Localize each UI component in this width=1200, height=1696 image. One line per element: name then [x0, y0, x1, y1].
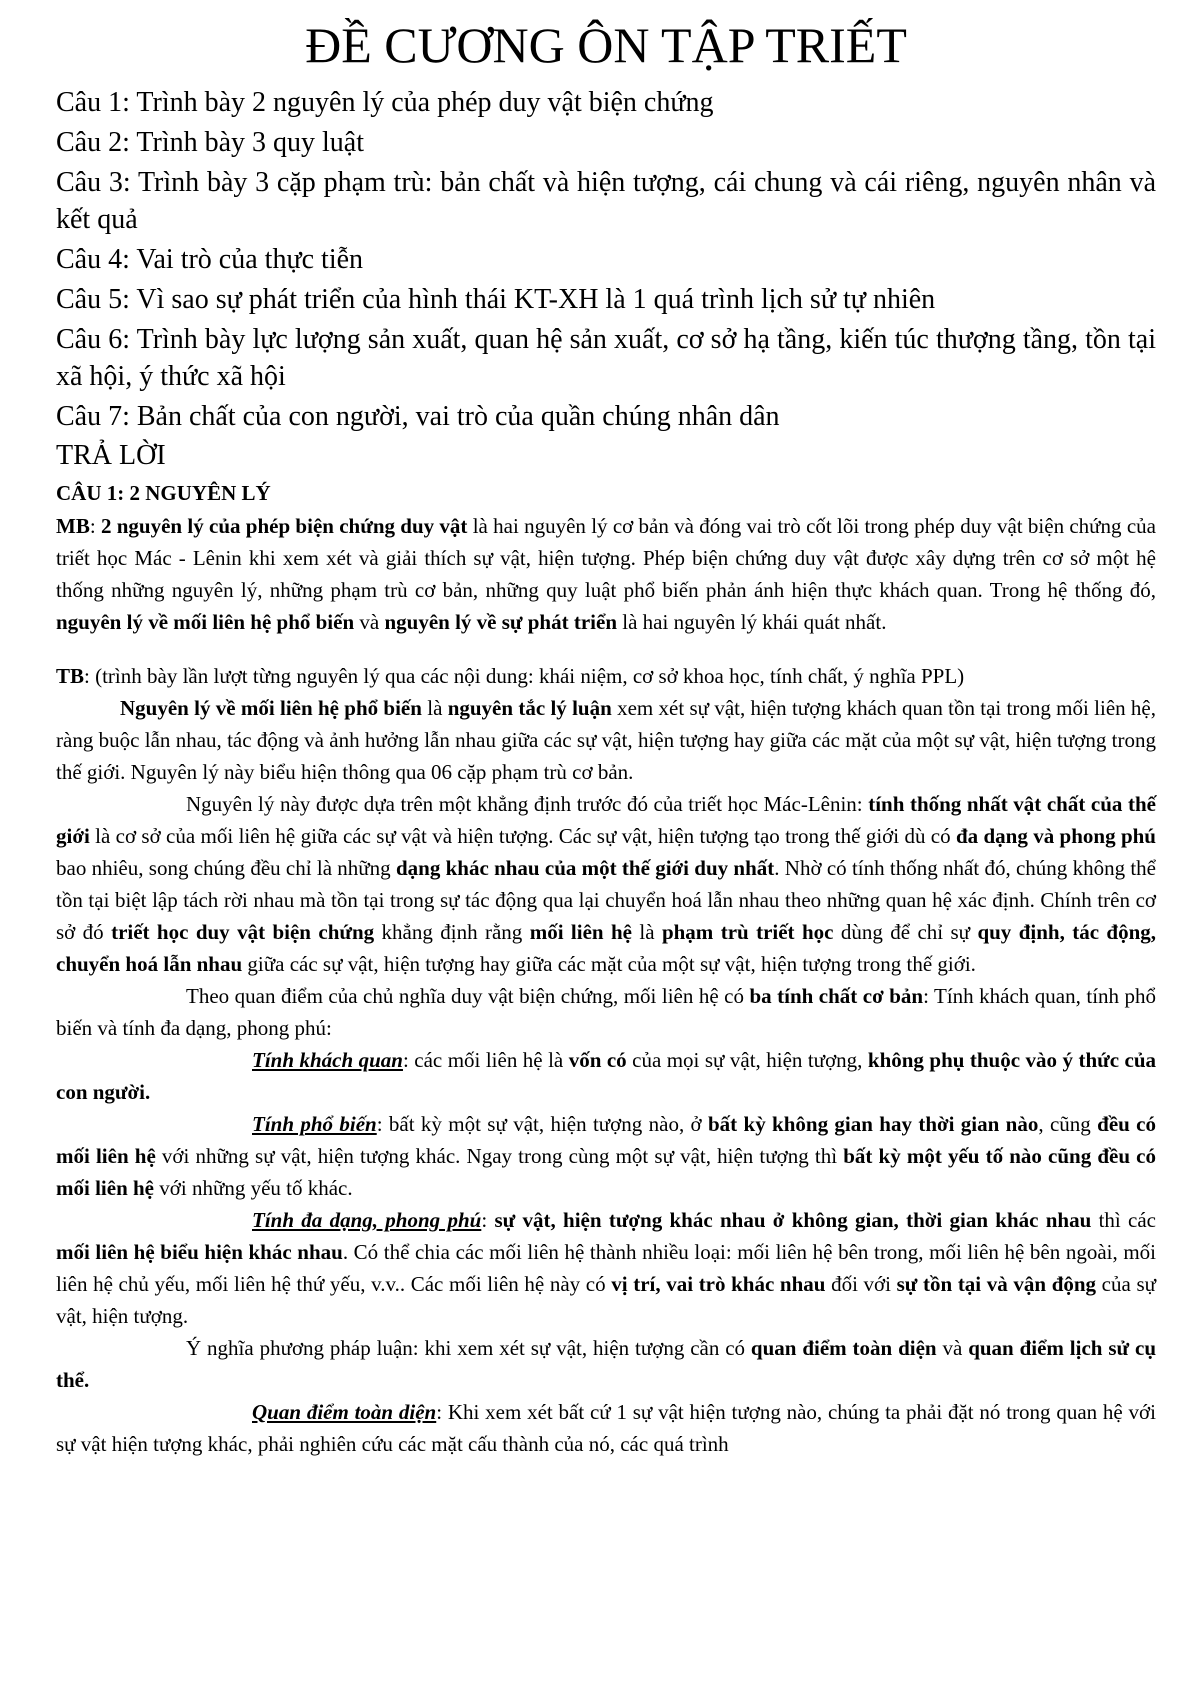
bold-run: phạm trù triết học — [661, 920, 834, 944]
text-run: . Có thể chia các mối liên hệ thành nhiều loại: mối liên hệ bên trong, mối liên hệ bên ngoài, mối liên hệ chủ yếu, mối liên hệ thứ yếu, v.v.. Các mối liên hệ này có — [56, 1240, 1156, 1296]
bold-run: quan điểm lịch sử cụ thể. — [56, 1336, 1156, 1392]
text-run: : bất kỳ một sự vật, hiện tượng nào, ở — [376, 1112, 708, 1136]
text-run: xem xét sự vật, hiện tượng khách quan tồn tại trong mối liên hệ, ràng buộc lẫn nhau, tác động và ảnh hưởng lẫn nhau giữa các sự vật, hiện tượng hay giữa các mặt của một sự vật, hiện tượng trong thế giới. Nguyên lý này biểu hiện thông qua 06 cặp phạm trù cơ bản. — [56, 696, 1157, 784]
mb-label: MB — [56, 514, 90, 538]
question-item: Câu 2: Trình bày 3 quy luật — [56, 127, 365, 158]
bold-run: đa dạng và phong phú — [955, 824, 1156, 848]
text-run: Ý nghĩa phương pháp luận: khi xem xét sự vật, hiện tượng cần có — [186, 1336, 751, 1360]
question-item: Câu 4: Vai trò của thực tiễn — [56, 244, 364, 275]
bold-run: nguyên tắc lý luận — [447, 696, 612, 720]
bold-run: 2 nguyên lý của phép biện chứng duy vật — [100, 514, 468, 538]
question-item: Câu 6: Trình bày lực lượng sản xuất, quan hệ sản xuất, cơ sở hạ tầng, kiến túc thượng tầng, tồn tại xã hội, ý thức xã hội — [56, 324, 1156, 392]
bold-run: nguyên lý về sự phát triển — [384, 610, 618, 634]
text-run: là — [632, 920, 662, 944]
underlined-term: Tính phổ biến — [252, 1112, 377, 1136]
methodology-paragraph — [56, 1332, 1156, 1396]
bold-run: đều có mối liên hệ — [56, 1112, 1156, 1168]
question-item: Câu 3: Trình bày 3 cặp phạm trù: bản chất và hiện tượng, cái chung và cái riêng, nguyên nhân và kết quả — [56, 167, 1156, 235]
scientific-basis-paragraph — [56, 788, 1156, 980]
text-run: đối với — [825, 1272, 897, 1296]
bold-run: không phụ thuộc vào ý thức của con người. — [56, 1048, 1157, 1104]
underlined-term: Tính đa dạng, phong phú — [252, 1208, 482, 1232]
section-heading: CÂU 1: 2 NGUYÊN LÝ — [56, 481, 271, 505]
text-run: giữa các sự vật, hiện tượng hay giữa các mặt của một sự vật, hiện tượng trong thế giới. — [242, 952, 976, 976]
bold-run: ba tính chất cơ bản — [749, 984, 924, 1008]
text-run: . Nhờ có tính thống nhất đó, chúng không thể tồn tại biệt lập tách rời nhau mà tồn tại trong sự tác động qua lại chuyển hoá lẫn nhau theo những quan hệ xác định. Chính trên cơ sở đó — [56, 856, 1157, 944]
tb-paragraph — [56, 660, 1156, 692]
section-body — [56, 510, 1156, 1460]
answer-heading: TRẢ LỜI — [56, 440, 166, 471]
text-run: và — [354, 610, 385, 634]
tb-label: TB — [56, 664, 85, 688]
mb-paragraph — [56, 510, 1156, 638]
bold-run: dạng khác nhau của một thế giới duy nhất — [395, 856, 775, 880]
objectivity-paragraph — [56, 1044, 1156, 1108]
text-run: của sự vật, hiện tượng. — [56, 1272, 1157, 1328]
bold-run: quan điểm toàn diện — [750, 1336, 937, 1360]
text-run: Nguyên lý này được dựa trên một khẳng định trước đó của triết học Mác-Lênin: — [186, 792, 869, 816]
bold-run: mối liên hệ biểu hiện khác nhau — [56, 1240, 343, 1264]
text-run: của mọi sự vật, hiện tượng, — [626, 1048, 868, 1072]
text-run: với những sự vật, hiện tượng khác. Ngay trong cùng một sự vật, hiện tượng thì — [155, 1144, 844, 1168]
text-run: : (trình bày lần lượt từng nguyên lý qua các nội dung: khái niệm, cơ sở khoa học, tính chất, ý nghĩa PPL) — [84, 664, 965, 688]
bold-run: quy định, tác động, chuyển hoá lẫn nhau — [56, 920, 1157, 976]
text-run: bao nhiêu, song chúng đều chỉ là những — [56, 856, 396, 880]
question-item: Câu 5: Vì sao sự phát triển của hình thái KT-XH là 1 quá trình lịch sử tự nhiên — [56, 284, 936, 315]
question-list — [56, 84, 1156, 435]
text-run: : — [481, 1208, 495, 1232]
bold-run: tính thống nhất vật chất của thế giới — [56, 792, 1156, 848]
principle-definition-paragraph — [56, 692, 1156, 788]
properties-intro-paragraph — [56, 980, 1156, 1044]
bold-run: sự tồn tại và vận động — [896, 1272, 1097, 1296]
universality-paragraph — [56, 1108, 1156, 1204]
underlined-term: Tính khách quan — [252, 1048, 403, 1072]
bold-run: vốn có — [568, 1048, 627, 1072]
comprehensive-view-paragraph — [56, 1396, 1156, 1460]
text-run: là cơ sở của mối liên hệ giữa các sự vật và hiện tượng. Các sự vật, hiện tượng tạo trong thế giới dù có — [89, 824, 956, 848]
text-run: dùng để chỉ sự — [833, 920, 978, 944]
text-run: là — [421, 696, 448, 720]
bold-run: Nguyên lý về mối liên hệ phổ biến — [120, 696, 422, 720]
text-run: : các mối liên hệ là — [402, 1048, 569, 1072]
text-run: là hai nguyên lý cơ bản và đóng vai trò cốt lõi trong phép duy vật biện chứng của triết học Mác - Lênin khi xem xét và giải thích sự vật, hiện tượng. Phép biện chứng duy vật được xây dựng trên cơ sở một hệ thống những nguyên lý, những phạm trù cơ bản, những quy luật phổ biến phản ánh hiện thực khách quan. Trong hệ thống đó, — [56, 514, 1156, 602]
text-run: là hai nguyên lý khái quát nhất. — [617, 610, 887, 634]
question-item: Câu 7: Bản chất của con người, vai trò của quần chúng nhân dân — [56, 401, 780, 432]
bold-run: bất kỳ một yếu tố nào cũng đều có mối liên hệ — [56, 1144, 1156, 1200]
bold-run: nguyên lý về mối liên hệ phổ biến — [56, 610, 355, 634]
diversity-paragraph — [56, 1204, 1156, 1332]
underlined-term: Quan điểm toàn diện — [252, 1400, 437, 1424]
text-run: khẳng định rằng — [374, 920, 530, 944]
text-run: : Khi xem xét bất cứ 1 sự vật hiện tượng nào, chúng ta phải đặt nó trong quan hệ với sự vật hiện tượng khác, phải nghiên cứu các mặt cấu thành của nó, các quá trình — [56, 1400, 1156, 1456]
text-run: : Tính khách quan, tính phổ biến và tính đa dạng, phong phú: — [56, 984, 1157, 1040]
bold-run: mối liên hệ — [529, 920, 632, 944]
bold-run: triết học duy vật biện chứng — [111, 920, 375, 944]
text-run: , cũng — [1038, 1112, 1098, 1136]
bold-run: vị trí, vai trò khác nhau — [611, 1272, 826, 1296]
text-run: : — [89, 514, 101, 538]
text-run: thì các — [1091, 1208, 1156, 1232]
text-run: Theo quan điểm của chủ nghĩa duy vật biện chứng, mối liên hệ có — [186, 984, 750, 1008]
paragraph-gap — [56, 638, 1156, 660]
text-run: với những yếu tố khác. — [154, 1176, 353, 1200]
question-item: Câu 1: Trình bày 2 nguyên lý của phép duy vật biện chứng — [56, 87, 714, 118]
bold-run: sự vật, hiện tượng khác nhau ở không gian, thời gian khác nhau — [494, 1208, 1092, 1232]
bold-run: bất kỳ không gian hay thời gian nào — [708, 1112, 1039, 1136]
text-run: và — [936, 1336, 969, 1360]
document-title: ĐỀ CƯƠNG ÔN TẬP TRIẾT — [305, 17, 907, 73]
